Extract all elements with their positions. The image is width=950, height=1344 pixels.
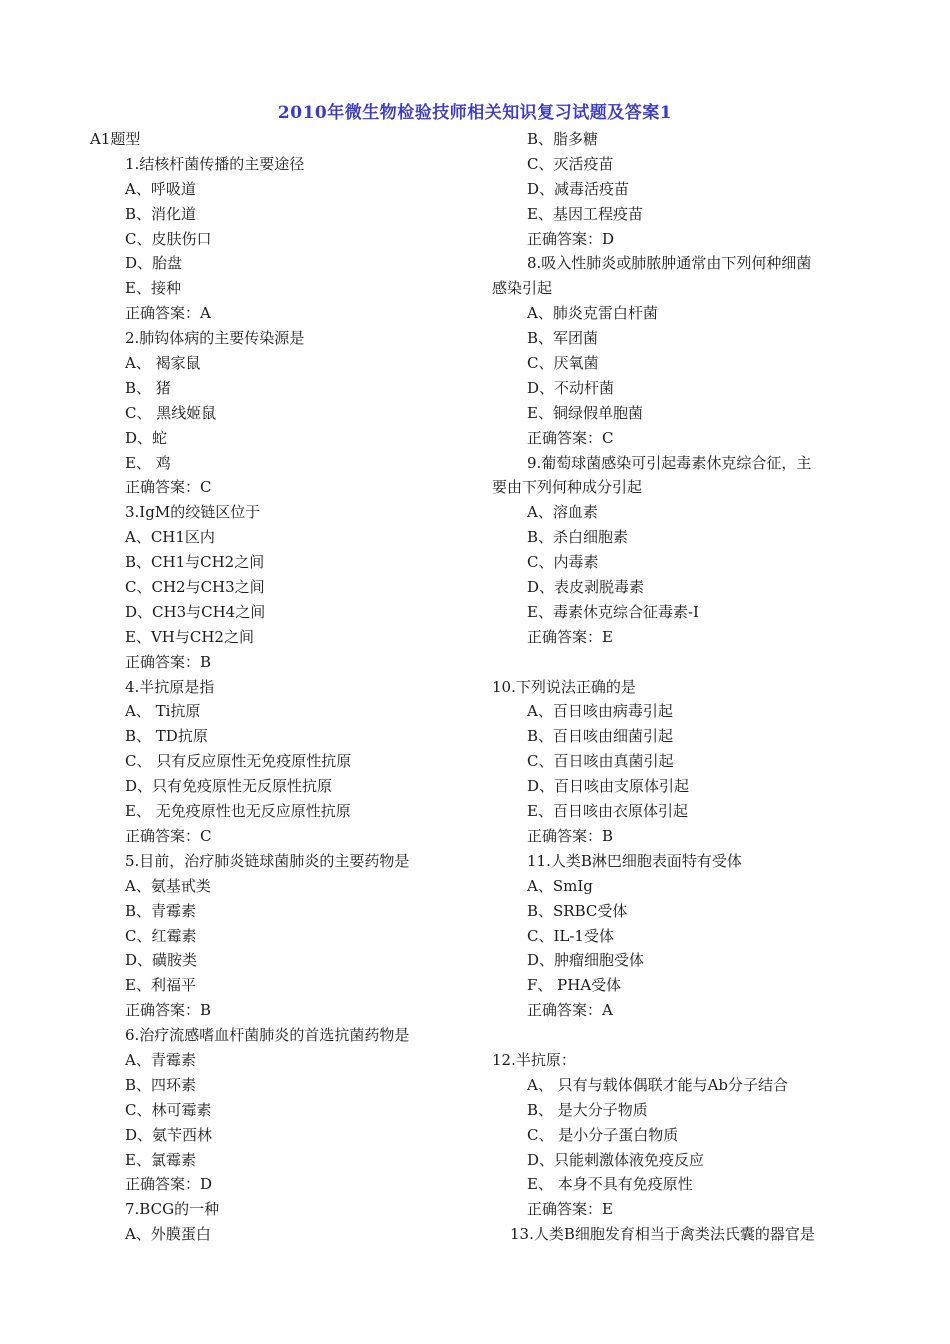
text-line: 正确答案：C [125,826,212,845]
text-line: 正确答案：E [527,627,613,646]
text-line: 6.治疗流感嗜血杆菌肺炎的首选抗菌药物是 [125,1026,410,1045]
text-line: 3.IgM的绞链区位于 [125,503,261,522]
text-line: B、 猪 [125,378,171,397]
text-line: C、内毒素 [527,553,599,572]
text-line: C、皮肤伤口 [125,229,212,248]
text-line: 正确答案：A [125,304,211,323]
text-line: C、 黑线姬鼠 [125,403,217,422]
text-line: D、蛇 [125,428,168,447]
text-line: A、青霉素 [125,1050,196,1069]
text-line: B、百日咳由细菌引起 [527,727,674,746]
text-line: E、氯霉素 [125,1150,196,1169]
text-line: 要由下列何种成分引起 [492,478,643,497]
text-line: 正确答案：C [125,478,212,497]
text-line: C、 是小分子蛋白物质 [527,1125,679,1144]
text-line: A、外膜蛋白 [125,1225,211,1244]
text-line: B、 是大分子物质 [527,1100,648,1119]
text-line: 正确答案：D [125,1175,213,1194]
text-line: D、胎盘 [125,254,183,273]
text-line: A、氨基甙类 [125,876,211,895]
text-line: D、只有免疫原性无反原性抗原 [125,777,333,796]
text-line: A、溶血素 [527,503,598,522]
text-line: E、铜绿假单胞菌 [527,403,643,422]
text-line: 正确答案：D [527,229,615,248]
text-line: A、 只有与载体偶联才能与Ab分子结合 [527,1075,789,1094]
text-line: C、灭活疫苗 [527,154,614,173]
text-line: E、利福平 [125,976,196,995]
text-line: C、百日咳由真菌引起 [527,752,674,771]
text-line: A、呼吸道 [125,179,196,198]
text-line: A、SmIg [527,876,593,895]
text-line: E、毒素休克综合征毒素-I [527,602,699,621]
page-title: 2010年微生物检验技师相关知识复习试题及答案1 [277,103,673,123]
text-line: D、表皮剥脱毒素 [527,578,645,597]
text-line: B、 TD抗原 [125,727,208,746]
text-line: B、消化道 [125,204,197,223]
text-line: 正确答案：B [125,1001,212,1020]
text-line: C、林可霉素 [125,1100,212,1119]
text-line: 7.BCG的一种 [125,1200,220,1219]
text-line: 4.半抗原是指 [125,677,215,696]
text-line: 5.目前，治疗肺炎链球菌肺炎的主要药物是 [125,851,410,870]
text-line: 8.吸入性肺炎或肺脓肿通常由下列何种细菌 [527,254,812,273]
text-line: 正确答案：B [125,652,212,671]
text-line: E、VH与CH2之间 [125,627,254,646]
text-line [492,650,862,675]
text-line: C、IL-1受体 [527,926,614,945]
text-line: E、接种 [125,279,181,298]
text-line: 12.半抗原： [492,1050,576,1069]
text-line: B、脂多糖 [527,130,599,148]
text-line: D、磺胺类 [125,951,198,970]
text-line: C、红霉素 [125,926,197,945]
text-line: 正确答案：A [527,1001,613,1020]
text-line: B、青霉素 [125,901,197,920]
text-line: 正确答案：E [527,1200,613,1219]
text-line: C、CH2与CH3之间 [125,578,265,597]
text-line: 10.下列说法正确的是 [492,677,636,696]
text-line: C、 只有反应原性无免疫原性抗原 [125,752,352,771]
text-line: 9.葡萄球菌感染可引起毒素休克综合征，主 [527,453,812,472]
text-line: E、 无免疫原性也无反应原性抗原 [125,802,351,821]
text-line: B、军团菌 [527,329,599,348]
text-line: 正确答案：C [527,428,614,447]
text-line: A、百日咳由病毒引起 [527,702,673,721]
text-line: B、CH1与CH2之间 [125,553,265,572]
text-line: 2.肺钩体病的主要传染源是 [125,329,305,348]
text-line: E、 鸡 [125,453,171,472]
text-line: A、肺炎克雷白杆菌 [527,304,658,323]
text-line: E、基因工程疫苗 [527,204,643,223]
text-line: A1题型 [90,130,141,148]
text-line: D、只能刺激体液免疫反应 [527,1150,705,1169]
text-line: E、百日咳由衣原体引起 [527,802,688,821]
text-line: B、SRBC受体 [527,901,628,920]
text-line: 13.人类B细胞发育相当于禽类法氏囊的器官是 [510,1225,815,1244]
text-line: D、减毒活疫苗 [527,179,630,198]
text-line: A、CH1区内 [125,528,215,547]
text-line: 11.人类B淋巴细胞表面特有受体 [527,851,742,870]
text-line: D、不动杆菌 [527,378,615,397]
right-column [492,127,862,1247]
text-line: D、氨苄西林 [125,1125,213,1144]
text-line: B、杀白细胞素 [527,528,629,547]
text-line: E、 本身不具有免疫原性 [527,1175,693,1194]
text-line: D、肿瘤细胞受体 [527,951,645,970]
text-line: 感染引起 [492,279,553,298]
text-line: B、四环素 [125,1075,197,1094]
text-line: 1.结核杆菌传播的主要途径 [125,154,305,173]
text-line [492,1023,862,1048]
text-line: D、百日咳由支原体引起 [527,777,690,796]
text-line: 正确答案：B [527,826,614,845]
text-line: A、 Ti抗原 [125,702,201,721]
text-line: A、 褐家鼠 [125,354,201,373]
text-line: C、厌氧菌 [527,354,599,373]
text-line: F、 PHA受体 [527,976,622,995]
left-column [90,127,470,1247]
text-line: D、CH3与CH4之间 [125,602,266,621]
